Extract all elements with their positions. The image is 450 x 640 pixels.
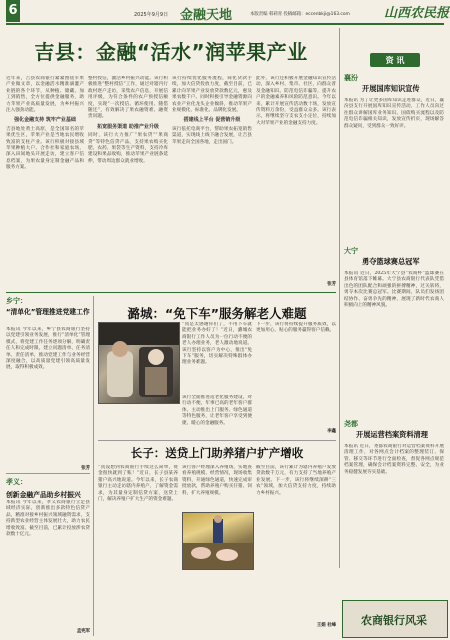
- date-line: 2025年9月9日: [134, 12, 169, 18]
- main-sub-3: 搭建线上平台 促营销升级: [183, 117, 241, 124]
- brief-2-text: 本报讯 近日，2025年大宁县“农商杯”篮球赛在县体育馆落下帷幕。大宁县农商银行代表队凭借出色的团队配合和顽强的拼搏精神，过关斩将，勇夺本次比赛总冠军。比赛期间，队员们发扬团结协作、奋勇争先的精神，展现了新时代农商人积极向上的精神风貌。: [344, 271, 444, 309]
- main-col-4: [256, 76, 336, 281]
- xiangning-headline: “清单化”管理推进党建工作: [6, 308, 90, 316]
- right-column-divider: [339, 28, 340, 568]
- xiangning-place: 乡宁：: [6, 297, 27, 305]
- lucheng-col-b: 下一步，该行将持续提升服务质效，以更加用心、贴心的服务赢得客户信赖。: [256, 322, 336, 334]
- xiaoyi-place: 孝义：: [6, 478, 27, 486]
- main-sub-1: 强化金融支持 筑牢产业基础: [14, 117, 76, 124]
- lucheng-col-a: 该行全面推进适老化服务建设，对行动不便、年事已高的老年客户群体，主动推出上门服务、绿色通道等特色服务，让老年客户享受到便捷、暖心的金融服务。: [182, 395, 252, 426]
- news-label-text: 资 讯: [385, 56, 405, 65]
- brief-3-text: 本报讯 近日，尧都农商银行对运营档案资料开展清理工作，对各网点会计档案的整理装订、保管、移交等环节进行全面检查，督促各网点规范档案管理，确保会计档案资料完整、安全，为业务稳健发展夯实基础。: [344, 444, 444, 475]
- brief-1-text: 本报讯 为了让更多国库知识走进群众，近日，襄汾县支行开展国库知识宣传活动，工作人员向过往群众讲解国库业务知识、国债购买流程以及防范电信诈骗相关知识，发放宣传折页，现场解答群众疑问，受到群众一致好评。: [344, 98, 444, 129]
- car-window-icon: [99, 323, 179, 403]
- main-col-1-text: 近年来，吉县农商银行紧紧围绕苹果产业做文章，以金融活水精准滴灌产业链的各个环节，从种植、储藏、加工到销售，全方位提供金融服务，助力苹果产业高质量发展，为乡村振兴注入强劲动能。: [6, 76, 84, 114]
- main-col-1: [6, 76, 84, 286]
- pig-farm-icon: [183, 513, 253, 569]
- xiangning-author: 张芳: [81, 466, 90, 471]
- editor-line: 本版责编 韩莉青 投稿邮箱：eccenbkji@163.com: [250, 12, 350, 17]
- xiangning-text: 本报讯 今年以来，乡宁县农商银行坚持以党建引领业务发展，推行“清单化”管理模式，将党建工作任务逐项分解，明确责任人和完成时限，建立问题清单、任务清单、责任清单，推动党建工作与业务经营深度融合，以高质量党建引领高质量发展，取得积极成效。: [6, 327, 90, 371]
- main-col-1b-text: 吉县地处黄土高原，是全国知名的苹果优生区，苹果产业是当地农民增收致富的支柱产业。该行积极对接县域苹果种植大户、合作社和家庭农场，深入田间地头开展走访，建立客户信息档案，为果农量身定制金融产品和服务方案。: [6, 126, 84, 171]
- main-col-2: [88, 76, 168, 286]
- xiaoyi-author: 孟宪军: [76, 629, 90, 634]
- xiaoyi-text: 本报讯 今年以来，孝义农商银行立足县域经济实际，创新推出多款特色信贷产品，精准对接乡村振兴领域融资需求，支持新型农业经营主体发展壮大，助力农民增收致富。截至目前，已累计投放涉农贷款数十亿元。: [6, 500, 90, 538]
- brief-2-place: 大宁: [344, 247, 358, 255]
- main-sub-2: 拓宽服务渠道 助推产业升级: [97, 123, 159, 130]
- brief-1-place: 襄汾: [344, 74, 358, 82]
- section-title: 金融天地: [180, 8, 233, 23]
- main-col-2b-text: 同时，该行大力推广“果农贷”“果商贷”等特色信贷产品，支持果农购买化肥、农药、果袋等生产资料，支持冷库建设和果品收购，推动苹果产业链条延伸，带动周边群众就业增收。: [88, 133, 168, 164]
- zhangzi-col-1: “真没想到农商银行手续这么简单，资金很快就到了账！”近日，长子县某养猪户高兴地说道。今年以来，长子农商银行主动走访辖内养殖户，了解资金需求，为其量身定制信贷方案，送贷上门，解决养殖户扩大生产的资金难题。: [98, 465, 178, 503]
- zhangzi-author: 王娟 杜峰: [316, 623, 336, 628]
- main-col-3-text: 该行持续优化服务流程，简化贷款手续，加大信贷投放力度，截至目前，已累计向苹果产业发放贷款数亿元，惠及果农数千户。同时积极引导金融资源向农业产业化龙头企业倾斜，推动苹果产业规模化、标准化、品牌化发展。: [172, 76, 252, 114]
- main-col-2-text: 整村授信，激活乡村振兴动能。该行积极推进“整村授信”工作，通过对辖内行政村逐户走访，采集农户信息，开展信用评级，为符合条件的农户预授信额度，实现“一次授信、循环使用、随借随还”，有效解决了果农融资难、融资贵问题。: [88, 76, 168, 120]
- header-rule: [6, 23, 444, 25]
- brief-3-place: 尧都: [344, 420, 358, 428]
- page-number: 6: [8, 3, 18, 18]
- zhangzi-photo: [182, 512, 254, 570]
- main-author: 张芳: [327, 282, 336, 287]
- main-col-3: [172, 76, 252, 286]
- lucheng-author: 李鑫: [327, 429, 336, 434]
- brief-2-title: 勇夺篮球赛总冠军: [362, 257, 420, 266]
- lucheng-photo: [98, 322, 180, 404]
- masthead-logo: 山西农民报: [384, 6, 450, 21]
- brief-1-title: 开展国库知识宣传: [362, 84, 420, 93]
- lucheng-caption: “真是太感谢你们了，不用下车就能把业务办好了！”近日，潞城农商银行工作人员为一位行动不便的老人办理业务，老人激动地说道。该行坚持以客户为中心，推出“免下车”服务，切实解决特殊群体办理业务难题。: [182, 322, 252, 366]
- bottom-box-title: 农商银行风采: [361, 614, 427, 627]
- main-headline: 吉县：金融“活水”润苹果产业: [34, 40, 308, 64]
- section-rule-2: [6, 292, 336, 293]
- left-column-divider: [93, 296, 94, 636]
- zhangzi-headline: 长子：送贷上门助养猪户扩产增收: [130, 446, 304, 460]
- lucheng-headline: 潞城：“免下车”服务解老人难题: [127, 306, 307, 321]
- main-col-4-text: 此外，该行还积极开展金融知识宣传活动，深入乡村、集市、社区，向群众普及金融知识、防范电信诈骗等，提升农户的金融素养和风险防范意识。今年以来，累计开展宣传活动数十场，发放宣传资料万余份，受益群众众多。该行表示，将继续坚守支农支小定位，持续加大对苹果产业的金融支持力度。: [256, 76, 336, 126]
- main-col-3b-text: 该行依托电商平台，帮助果农拓宽销售渠道，实现线上线下融合发展，让吉县苹果走向全国各地，走出国门。: [172, 126, 252, 145]
- xiaoyi-rule: [6, 473, 90, 474]
- brief-3-title: 开展运营档案资料清理: [356, 430, 428, 439]
- zhangzi-rule: [98, 440, 336, 441]
- zhangzi-col-3: 截至目前，该行累计为辖内养殖户发放贷款数千万元，有力支持了当地养殖产业发展。下一步，该行将继续深耕“三农”领域，加大信贷支持力度，持续助力乡村振兴。: [256, 465, 336, 496]
- zhangzi-col-2: 该行客户经理深入养殖场，实地查看养殖规模、经营情况，现场收集资料，开通绿色通道，快速完成审批放款，帮助养殖户购买仔猪、饲料，扩大养殖规模。: [182, 465, 252, 496]
- xiaoyi-headline: 创新金融产品助乡村振兴: [6, 491, 81, 499]
